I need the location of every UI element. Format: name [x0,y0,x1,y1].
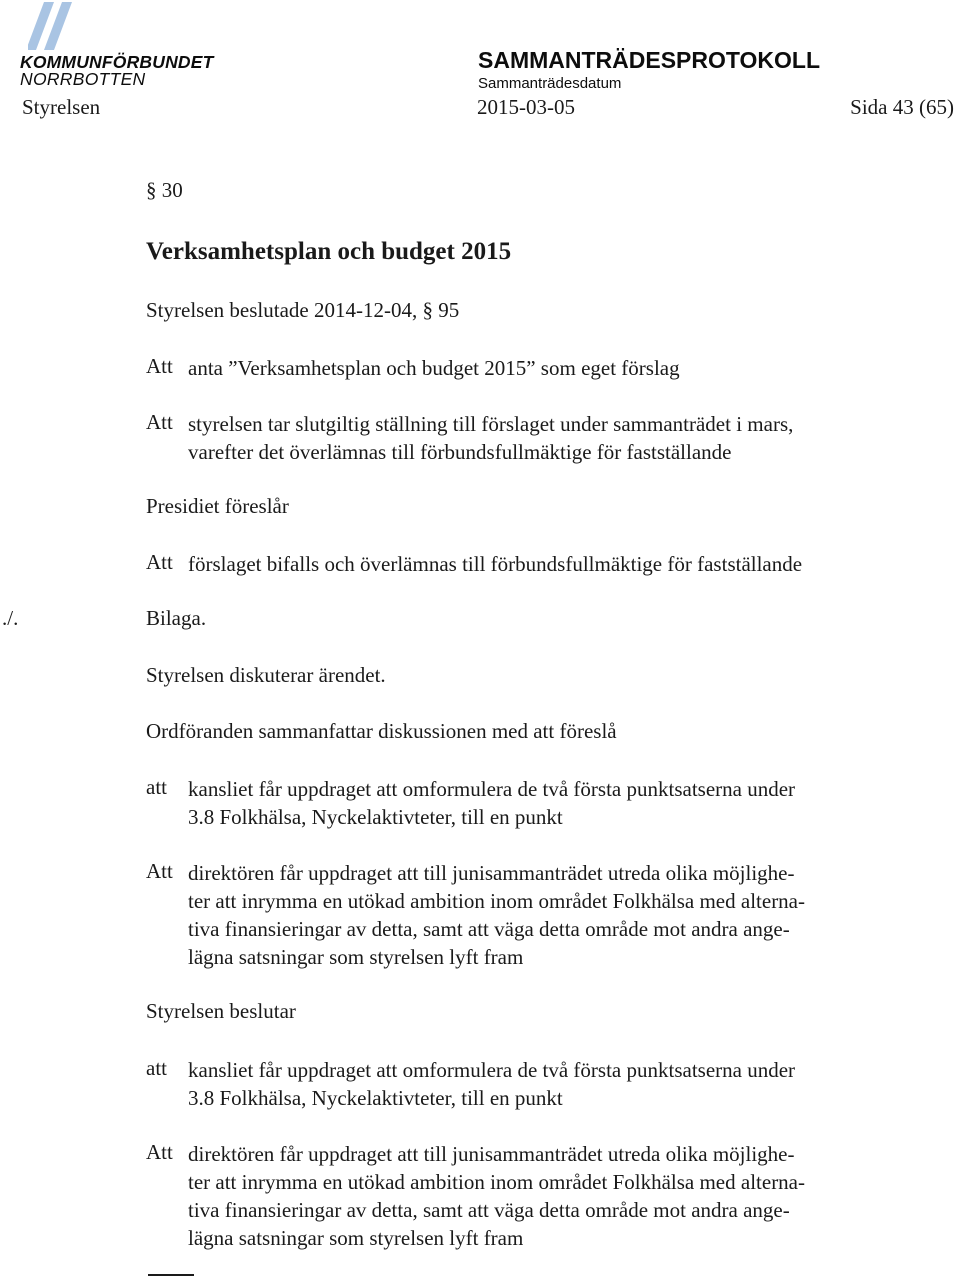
organ-name: Styrelsen [22,95,101,119]
logo-stripes-icon [28,2,88,52]
att-text-line: 3.8 Folkhälsa, Nyckelaktivteter, till en punkt [188,1086,563,1110]
att-label: Att [146,1140,173,1164]
att-text-line: kansliet får uppdraget att omformulera de två första punktsatserna under [188,777,796,801]
att-text-line: tiva finansieringar av detta, samt att väga detta område mot andra ange- [188,917,790,941]
att-text: anta ”Verksamhetsplan och budget 2015” som eget förslag [188,356,680,380]
logo-text-line2: NORRBOTTEN [20,69,146,89]
att-text-line: kansliet får uppdraget att omformulera de två första punktsatserna under [188,1058,796,1082]
att-text-line: ter att inrymma en utökad ambition inom området Folkhälsa med alterna- [188,1170,805,1194]
paragraph-number: § 30 [146,178,183,202]
att-text-line: varefter det överlämnas till förbundsfullmäktige för fastställande [188,440,732,464]
att-text-line: lägna satsningar som styrelsen lyft fram [188,945,524,969]
att-text-line: styrelsen tar slutgiltig ställning till förslaget under sammanträdet i mars, [188,412,794,436]
attachment-label: Bilaga. [146,606,207,630]
att-label: att [146,1056,167,1080]
meeting-date: 2015-03-05 [477,95,575,119]
att-label: Att [146,354,173,378]
att-label: Att [146,859,173,883]
decision-reference: Styrelsen beslutade 2014-12-04, § 95 [146,298,460,322]
att-text-line: direktören får uppdraget att till junisammanträdet utreda olika möjlighe- [188,1142,795,1166]
att-text-line: ter att inrymma en utökad ambition inom området Folkhälsa med alterna- [188,889,805,913]
att-label: Att [146,410,173,434]
meeting-date-label: Sammanträdesdatum [478,75,622,92]
discussion-text: Styrelsen diskuterar ärendet. [146,663,386,687]
logo-text-line1: KOMMUNFÖRBUNDET [20,52,214,72]
att-text-line: lägna satsningar som styrelsen lyft fram [188,1226,524,1250]
presidium-heading: Presidiet föreslår [146,494,289,518]
att-label: att [146,775,167,799]
att-text-line: tiva finansieringar av detta, samt att väga detta område mot andra ange- [188,1198,790,1222]
attachment-mark: ./. [2,606,19,630]
organization-logo [20,2,250,88]
page-title: Verksamhetsplan och budget 2015 [146,238,512,265]
att-text: förslaget bifalls och överlämnas till förbundsfullmäktige för fastställande [188,552,803,576]
att-text-line: direktören får uppdraget att till junisammanträdet utreda olika möjlighe- [188,861,795,885]
decision-heading: Styrelsen beslutar [146,999,296,1023]
end-rule [148,1274,194,1276]
chair-summary: Ordföranden sammanfattar diskussionen med att föreslå [146,719,617,743]
page-number: Sida 43 (65) [850,95,954,119]
att-label: Att [146,550,173,574]
att-text-line: 3.8 Folkhälsa, Nyckelaktivteter, till en punkt [188,805,563,829]
document-type: SAMMANTRÄDESPROTOKOLL [478,47,821,73]
